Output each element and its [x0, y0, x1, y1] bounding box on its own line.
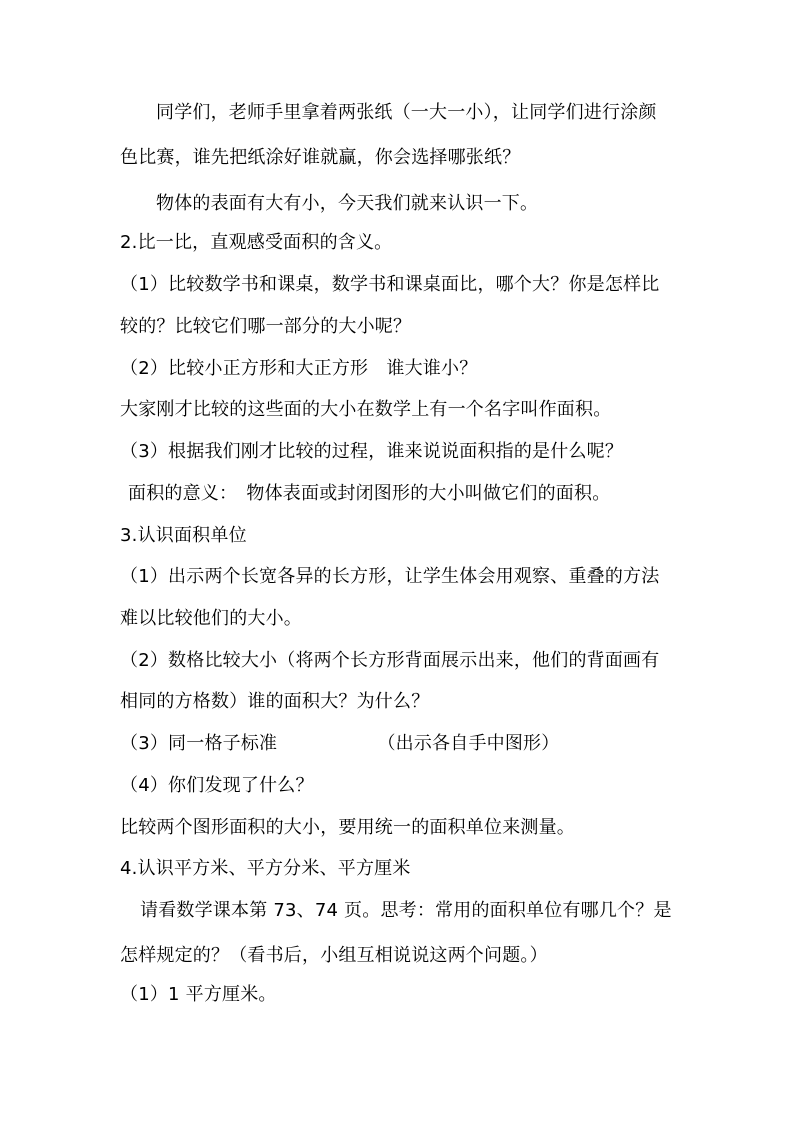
- paragraph-line: （2）比较小正方形和大正方形 谁大谁小？: [120, 358, 478, 379]
- paragraph-line: 比较两个图形面积的大小，要用统一的面积单位来测量。: [120, 817, 575, 838]
- paragraph-line: （3）根据我们刚才比较的过程，谁来说说面积指的是什么呢？: [120, 441, 624, 462]
- paragraph-line: 同学们，老师手里拿着两张纸（一大一小），让同学们进行涂颜: [156, 102, 657, 123]
- definition-line: 面积的意义： 物体表面或封闭图形的大小叫做它们的面积。: [128, 483, 611, 504]
- paragraph-line: （1）1 平方厘米。: [120, 984, 277, 1005]
- paragraph-line: 难以比较他们的大小。: [120, 608, 302, 629]
- paragraph-line: （1）比较数学书和课桌，数学书和课桌面比，哪个大？你是怎样比: [120, 274, 660, 295]
- paragraph-line: （2）数格比较大小（将两个长方形背面展示出来，他们的背面画有: [120, 650, 660, 671]
- paragraph-line: （4）你们发现了什么？: [120, 775, 314, 796]
- paragraph-line: （3）同一格子标准 （出示各自手中图形）: [120, 733, 560, 754]
- section-heading: 2.比一比，直观感受面积的含义。: [120, 232, 393, 253]
- section-heading: 3.认识面积单位: [120, 525, 247, 546]
- paragraph-line: 色比赛，谁先把纸涂好谁就赢，你会选择哪张纸？: [120, 147, 521, 168]
- paragraph-line: 怎样规定的？（看书后，小组互相说说这两个问题。）: [120, 945, 548, 966]
- paragraph-line: 物体的表面有大有小，今天我们就来认识一下。: [156, 193, 539, 214]
- paragraph-line: 大家刚才比较的这些面的大小在数学上有一个名字叫作面积。: [120, 399, 612, 420]
- paragraph-line: 相同的方格数）谁的面积大？为什么？: [120, 691, 430, 712]
- paragraph-line: 较的？比较它们哪一部分的大小呢？: [120, 316, 412, 337]
- paragraph-line: 请看数学课本第 73、74 页。思考：常用的面积单位有哪几个？是: [140, 900, 672, 921]
- section-heading: 4.认识平方米、平方分米、平方厘米: [120, 858, 411, 879]
- paragraph-line: （1）出示两个长宽各异的长方形，让学生体会用观察、重叠的方法: [120, 566, 660, 587]
